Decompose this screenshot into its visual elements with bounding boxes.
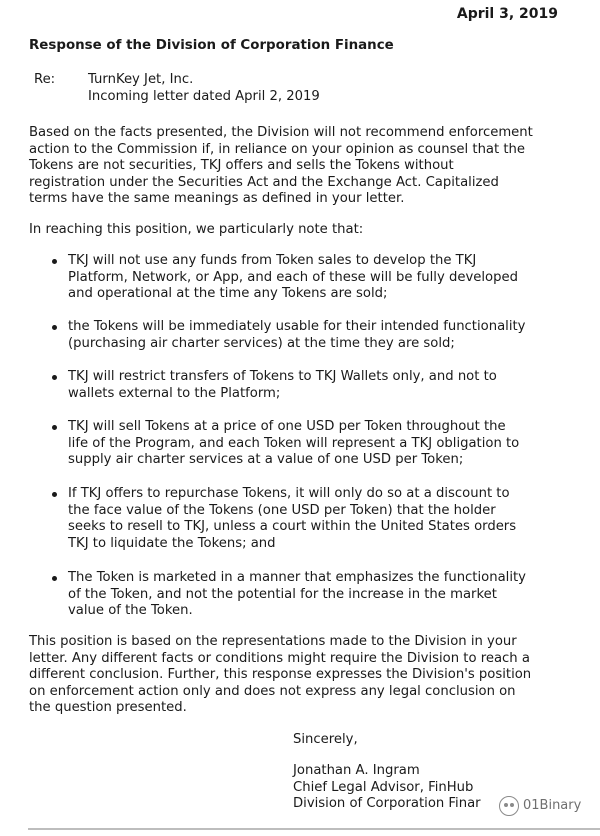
text-line: the question presented. [29,700,187,715]
divider [28,828,600,830]
text-line: Platform, Network, or App, and each of these will be fully developed [68,269,518,285]
wechat-icon [499,796,519,816]
watermark [495,794,585,818]
opening-paragraph [29,125,569,208]
text-line: TKJ to liquidate the Tokens; and [68,535,276,551]
bullet-icon [52,576,57,581]
text-line: Based on the facts presented, the Division will not recommend enforcement [29,125,533,140]
text-line: supply air charter services at a value of one USD per Token; [68,452,464,467]
signer-role: Chief Legal Advisor, FinHub [293,779,474,795]
text-line: of the Token, and not the potential for the increase in the market [68,586,497,602]
text-line: life of the Program, and each Token will represent a TKJ obligation to [68,435,520,451]
signature-closing: Sincerely, [293,732,358,747]
text-line: This position is based on the representations made to the Division in your [29,634,517,649]
text-line: If TKJ offers to repurchase Tokens, it will only do so at a discount to [68,486,510,501]
bullet-icon [52,425,57,430]
text-line: registration under the Securities Act and the Exchange Act. Capitalized [29,174,499,190]
bullet-icon [52,375,57,380]
text-line: seeks to resell to TKJ, unless a court within the United States orders [68,519,517,534]
closing-paragraph [29,634,569,717]
re-incoming-letter: Incoming letter dated April 2, 2019 [88,88,320,104]
text-line: TKJ will not use any funds from Token sales to develop the TKJ [68,253,477,268]
text-line: TKJ will restrict transfers of Tokens to TKJ Wallets only, and not to [68,369,497,384]
signer-name: Jonathan A. Ingram [293,763,420,778]
signer-division: Division of Corporation Finar [293,796,481,811]
bullet-icon [52,259,57,264]
text-line: terms have the same meanings as defined in your letter. [29,191,405,206]
re-label: Re: [34,72,56,87]
text-line: on enforcement action only and does not express any legal conclusion on [29,683,516,699]
text-line: letter. Any different facts or conditions might require the Division to reach a [29,650,530,666]
text-line: and operational at the time any Tokens are sold; [68,286,388,301]
text-line: different conclusion. Further, this response expresses the Division's position [29,667,532,682]
letter-title: Response of the Division of Corporation Finance [29,38,394,53]
text-line: Tokens are not securities, TKJ offers and sells the Tokens without [29,158,454,173]
re-company: TurnKey Jet, Inc. [88,72,194,87]
watermark-text: 01Binary [523,797,582,813]
text-line: TKJ will sell Tokens at a price of one USD per Token throughout the [68,419,506,434]
re-block [88,72,568,105]
bullet-icon [52,492,57,497]
letter-date: April 3, 2019 [456,6,558,22]
text-line: (purchasing air charter services) at the time they are sold; [68,335,455,351]
bullet-icon [52,325,57,330]
intro-paragraph: In reaching this position, we particularly note that: [29,222,364,237]
text-line: wallets external to the Platform; [68,385,281,401]
text-line: the face value of the Tokens (one USD per Token) that the holder [68,502,496,518]
text-line: action to the Commission if, in reliance on your opinion as counsel that the [29,141,526,157]
text-line: the Tokens will be immediately usable for their intended functionality [68,319,526,334]
text-line: The Token is marketed in a manner that emphasizes the functionality [68,570,526,585]
text-line: value of the Token. [68,603,193,618]
